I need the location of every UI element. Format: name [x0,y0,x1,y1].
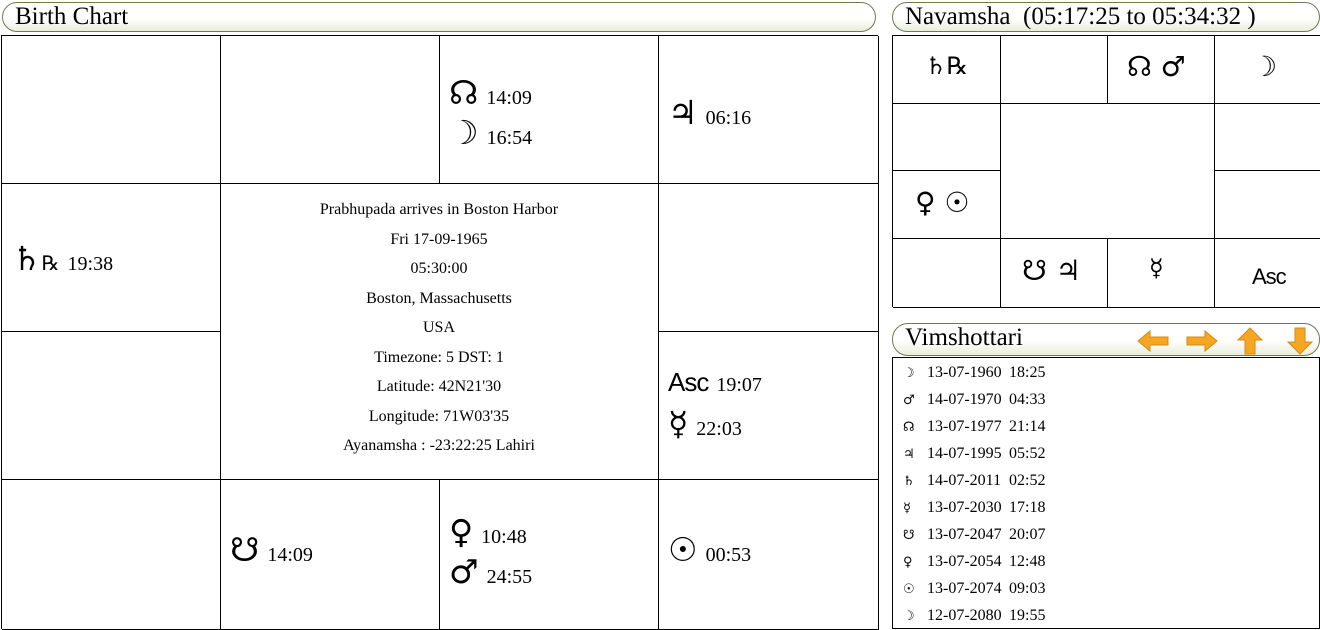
moon-icon: ☽ [449,113,479,152]
planet-jupiter [668,94,751,132]
sun-degree: 00:53 [705,544,752,566]
rahu-icon: ☊ [903,420,915,435]
ketu-icon: ☋ [903,528,915,543]
list-item[interactable] [893,494,1045,521]
planet-saturn [12,240,113,278]
navamsha-top-3[interactable] [1107,36,1215,104]
event-latitude: Latitude: 42N21'30 [376,378,502,395]
dasha-date: 13-07-1960 [927,364,1002,381]
dasha-time: 20:07 [1009,526,1046,543]
ascendant-degree: 19:07 [716,374,762,396]
mercury-icon: ☿ [668,404,689,443]
event-country: USA [422,319,455,336]
event-time: 05:30:00 [410,260,468,277]
navamsha-grid [892,35,1320,307]
birth-chart-title-bar [2,2,876,32]
planet-rahu [449,74,532,112]
navamsha-left-1[interactable] [893,103,1001,171]
dasha-date: 14-07-1970 [927,391,1002,408]
sun-icon: ☉ [903,582,915,597]
arrow-up-icon[interactable] [1236,326,1264,356]
mars-icon: ♂ [903,393,915,408]
event-timezone: Timezone: 5 DST: 1 [374,348,504,366]
venus-icon: ♀ [903,555,913,570]
house-bottom-3[interactable] [439,479,659,630]
list-item[interactable] [893,602,1045,629]
dasha-time: 17:18 [1009,499,1046,516]
arrow-left-icon[interactable] [1136,329,1170,353]
mercury-degree: 22:03 [696,418,742,440]
dasha-date: 13-07-2054 [927,553,1002,570]
navamsha-ascendant-label: Asc [1252,264,1286,289]
mars-icon: ♂ [449,552,479,591]
list-item[interactable] [893,521,1045,548]
navamsha-bottom-2[interactable] [1000,238,1108,308]
list-item[interactable] [893,440,1045,467]
venus-icon: ♀ [449,512,474,551]
navamsha-mercury-icon: ☿ [1149,254,1164,282]
navamsha-title-bar [892,2,1320,32]
planet-mars [449,553,532,591]
dasha-time: 18:25 [1009,364,1046,381]
saturn-degree: 19:38 [67,253,114,275]
navamsha-bottom-1[interactable] [893,238,1001,308]
dasha-time: 12:48 [1009,553,1046,570]
planet-sun [668,531,751,569]
ascendant [668,367,762,398]
ketu-degree: 14:09 [267,544,313,566]
list-item[interactable] [893,413,1045,440]
house-bottom-4[interactable] [658,479,879,630]
house-right-2[interactable] [658,331,879,480]
saturn-icon: ♄ [12,239,42,278]
dasha-date: 12-07-2080 [927,607,1002,624]
list-item[interactable] [893,575,1045,602]
list-item[interactable] [893,548,1045,575]
sun-icon: ☉ [668,530,698,569]
dasha-date: 14-07-1995 [927,445,1002,462]
rahu-degree: 14:09 [486,87,532,109]
jupiter-icon: ♃ [668,93,698,132]
vimshottari-list [892,357,1320,629]
dasha-time: 21:14 [1009,418,1046,435]
dasha-date: 13-07-1977 [927,418,1002,435]
planet-mercury [668,405,742,443]
planet-ketu [230,531,313,569]
event-name: Prabhupada arrives in Boston Harbor [319,201,559,218]
navamsha-left-2[interactable] [893,170,1001,239]
mercury-icon: ☿ [903,501,911,516]
navamsha-right-2[interactable] [1214,170,1320,239]
navamsha-ketu-jupiter-icon: ☋ ♃ [1022,254,1081,287]
dasha-time: 09:03 [1009,580,1046,597]
event-place: Boston, Massachusetts [366,289,512,307]
vimshottari-title: Vimshottari [905,324,1023,351]
navamsha-bottom-3[interactable] [1107,238,1215,308]
navamsha-center [1000,103,1215,239]
birth-chart-title: Birth Chart [15,3,129,30]
house-top-2[interactable] [220,36,440,184]
house-bottom-1[interactable] [2,479,221,630]
house-bottom-2[interactable] [220,479,440,630]
navamsha-right-1[interactable] [1214,103,1320,171]
navamsha-bottom-4[interactable] [1214,238,1320,308]
arrow-right-icon[interactable] [1185,329,1219,353]
house-top-3[interactable] [439,36,659,184]
moon-icon: ☽ [903,366,915,381]
navamsha-moon-icon: ☽ [1252,50,1278,83]
house-right-1[interactable] [658,183,879,332]
dasha-time: 04:33 [1009,391,1046,408]
navamsha-top-2[interactable] [1000,36,1108,104]
birth-chart-grid [1,35,878,629]
chart-center-info [220,183,659,480]
house-top-4[interactable] [658,36,879,184]
list-item[interactable] [893,386,1045,413]
retrograde-icon: ℞ [41,251,60,275]
navamsha-rahu-mars-icon: ☊ ♂ [1127,50,1186,83]
event-date: Fri 17-09-1965 [390,230,488,248]
event-longitude: Longitude: 71W03'35 [368,407,510,425]
house-top-1[interactable] [2,36,221,184]
navamsha-venus-sun-icon: ♀ ☉ [915,186,970,219]
navamsha-top-4[interactable] [1214,36,1320,104]
planet-moon [449,114,532,152]
jupiter-icon: ♃ [903,447,915,462]
saturn-icon: ♄ [903,474,915,489]
event-ayanamsha: Ayanamsha : -23:22:25 Lahiri [343,437,535,454]
navamsha-top-1[interactable] [893,36,1001,104]
dasha-time: 19:55 [1009,607,1046,624]
dasha-date: 14-07-2011 [927,472,1002,489]
ascendant-icon: Asc [668,367,709,397]
arrow-down-icon[interactable] [1286,326,1314,356]
house-left-1[interactable] [2,183,221,332]
venus-degree: 10:48 [481,526,527,548]
dasha-date: 13-07-2030 [927,499,1002,516]
dasha-date: 13-07-2074 [927,580,1002,597]
list-item[interactable] [893,359,1045,386]
dasha-time: 02:52 [1009,472,1046,489]
navamsha-title: Navamsha (05:17:25 to 05:34:32 ) [905,3,1256,30]
house-left-2[interactable] [2,331,221,480]
navamsha-ascendant-icon [1252,258,1286,291]
dasha-time: 05:52 [1009,445,1046,462]
rahu-icon: ☊ [449,73,479,112]
jupiter-degree: 06:16 [705,107,752,129]
vimshottari-title-bar [892,323,1320,356]
ketu-icon: ☋ [230,530,260,569]
moon-degree: 16:54 [486,127,533,149]
dasha-date: 13-07-2047 [927,526,1002,543]
mars-degree: 24:55 [486,566,533,588]
planet-venus [449,513,527,551]
list-item[interactable] [893,467,1045,494]
moon-icon: ☽ [903,609,915,624]
navamsha-saturn-retro-icon: ♄℞ [925,52,969,80]
